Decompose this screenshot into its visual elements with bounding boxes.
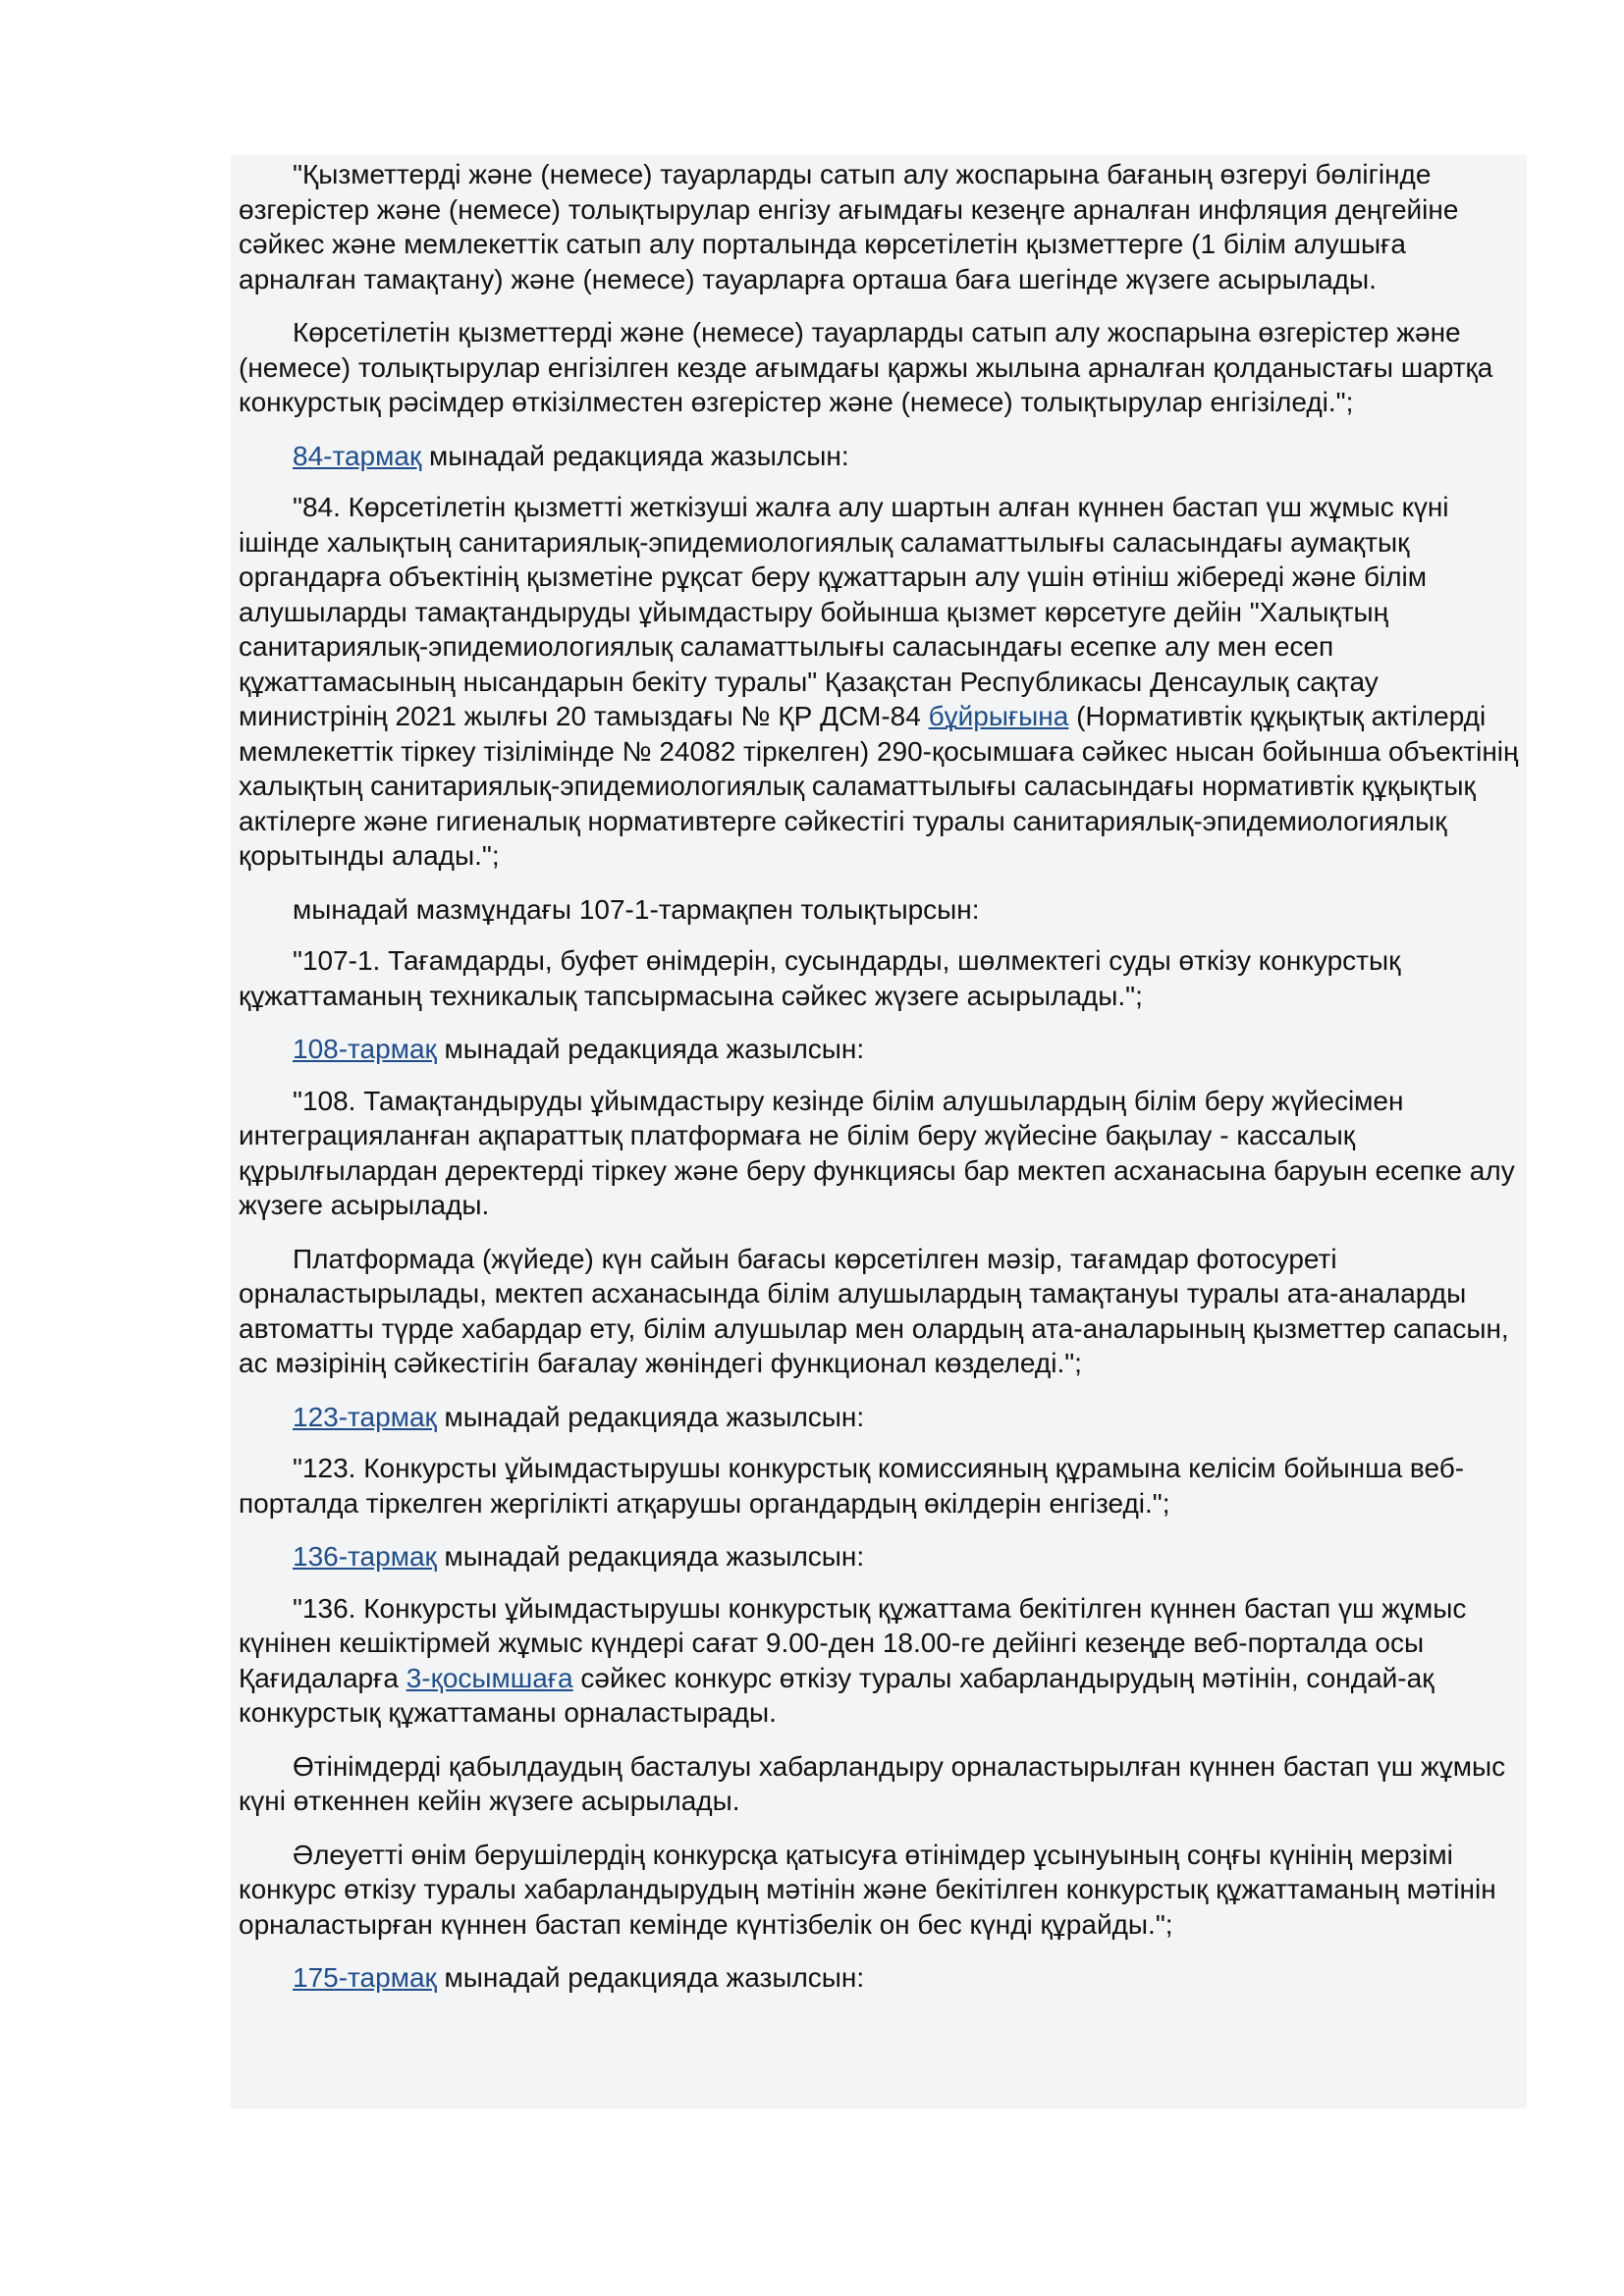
paragraph-clause-84 — [239, 490, 1519, 874]
link-clause-108[interactable]: 108-тармақ — [293, 1034, 437, 1064]
link-appendix-3[interactable]: 3-қосымшаға — [406, 1662, 573, 1693]
paragraph-price-change: "Қызметтерді және (немесе) тауарларды сатып алу жоспарына бағаның өзгеруі бөлігінде өзгерістер және (немесе) толықтырулар енгізу ағымдағы кезеңге арналған инфляция деңгейіне сәйкес және мемлекеттік сатып алу порталында көрсетілетін қызметтерге (1 білім алушыға арналған тамақтану) және (немесе) тауарларға орташа баға шегінде жүзеге асырылады. — [239, 159, 1459, 294]
paragraph-clause-108: "108. Тамақтандыруды ұйымдастыру кезінде білім алушылардың білім беру жүйесімен интеграцияланған ақпараттық платформаға не білім беру жүйесіне бақылау - кассалық құрылғылардан деректерді тіркеу және беру функциясы бар мектеп асханасына баруын есепке алу жүзеге асырылады. — [239, 1085, 1515, 1220]
paragraph-clause-107-1: "107-1. Тағамдарды, буфет өнімдерін, сусындарды, шөлмектегі суды өткізу конкурстық құжаттаманың техникалық тапсырмасына сәйкес жүзеге асырылады."; — [239, 945, 1401, 1011]
paragraph-platform: Платформада (жүйеде) күн сайын бағасы көрсетілген мәзір, тағамдар фотосуреті орналастырылады, мектеп асханасында білім алушылардың тамақтануы туралы ата-аналарды автоматты түрде хабардар ету, білім алушылар мен олардың ата-аналарының қызметтер сапасын, ас мәзірінің сәйкестігін бағалау жөніндегі функционал көзделеді."; — [239, 1243, 1509, 1378]
paragraph-contract-amendments: Көрсетілетін қызметтерді және (немесе) тауарларды сатып алу жоспарына өзгерістер және (немесе) толықтырулар енгізілген кезде ағымдағы қаржы жылына арналған қолданыстағы шартқа конкурстық рәсімдер өткізілместен өзгерістер және (немесе) толықтырулар енгізіледі."; — [239, 317, 1493, 417]
clause-175-intro-text: мынадай редакцияда жазылсын: — [436, 1962, 865, 1993]
paragraph-clause-123-intro — [239, 1400, 1519, 1435]
paragraph-clause-107-1-intro: мынадай мазмұндағы 107-1-тармақпен толықтырсын: — [293, 893, 980, 925]
clause-136-text-after: сәйкес конкурс өткізу туралы хабарландырудың мәтінін, сондай-ақ конкурстық құжаттаманы орналастырады. — [239, 1662, 1435, 1728]
link-order[interactable]: бұйрығына — [928, 701, 1069, 731]
clause-84-text-after: (Нормативтік құқықтық актілерді мемлекеттік тіркеу тізілімінде № 24082 тіркелген) 290-қосымшаға сәйкес нысан бойынша объектінің халықтың санитариялық-эпидемиологиялық саламаттылығы саласындағы нормативтік құқықтық актілерге және гигиеналық нормативтерге сәйкестігі туралы санитариялық-эпидемиологиялық қорытынды алады."; — [239, 701, 1519, 871]
link-clause-136[interactable]: 136-тармақ — [293, 1541, 437, 1572]
clause-136-intro-text: мынадай редакцияда жазылсын: — [436, 1541, 865, 1572]
clause-84-intro-text: мынадай редакцияда жазылсын: — [421, 440, 849, 471]
link-clause-84[interactable]: 84-тармақ — [293, 440, 422, 471]
paragraph-clause-84-intro — [239, 439, 1519, 474]
paragraph-clause-136 — [239, 1591, 1519, 1731]
paragraph-clause-123: "123. Конкурсты ұйымдастырушы конкурстық комиссияның құрамына келісім бойынша веб-порталда тіркелген жергілікті атқарушы органдардың өкілдерін енгізеді."; — [239, 1453, 1465, 1519]
clause-136-text-before: "136. Конкурсты ұйымдастырушы конкурстық құжаттама бекітілген күннен бастап үш жұмыс күнінен кешіктірмей жұмыс күндері сағат 9.00-ден 18.00-ге дейінгі кезеңде веб-порталда осы Қағидаларға — [239, 1592, 1467, 1693]
clause-123-intro-text: мынадай редакцияда жазылсын: — [436, 1401, 865, 1432]
clause-108-intro-text: мынадай редакцияда жазылсын: — [436, 1034, 865, 1064]
link-clause-123[interactable]: 123-тармақ — [293, 1401, 437, 1432]
document-content — [231, 155, 1527, 2109]
clause-84-text-before: "84. Көрсетілетін қызметті жеткізуші жалға алу шартын алған күннен бастап үш жұмыс күні ішінде халықтың санитариялық-эпидемиологиялық саламаттылығы саласындағы аумақтық органдарға объектінің қызметіне рұқсат беру құжаттарын алу үшін өтініш жібереді және білім алушыларды тамақтандыруды ұйымдастыру бойынша қызмет көрсетуге дейін "Халықтың санитариялық-эпидемиологиялық саламаттылығы саласындағы есепке алу мен есеп құжаттамасының нысандарын бекіту туралы" Қазақстан Республикасы Денсаулық сақтау министрінің 2021 жылғы 20 тамыздағы № ҚР ДСМ-84 — [239, 492, 1449, 731]
paragraph-clause-175-intro — [239, 1960, 1519, 1996]
paragraph-applications-start: Өтінімдерді қабылдаудың басталуы хабарландыру орналастырылған күннен бастап үш жұмыс күні өткеннен кейін жүзеге асырылады. — [239, 1750, 1506, 1816]
link-clause-175[interactable]: 175-тармақ — [293, 1962, 437, 1993]
paragraph-clause-136-intro — [239, 1539, 1519, 1575]
paragraph-clause-108-intro — [239, 1032, 1519, 1067]
paragraph-applications-deadline: Әлеуетті өнім берушілердің конкурсқа қатысуға өтінімдер ұсынуының соңғы күнінің мерзімі конкурс өткізу туралы хабарландырудың мәтінін және бекітілген конкурстық құжаттаманың мәтінін орналастырған күннен бастап кемінде күнтізбелік он бес күнді құрайды."; — [239, 1839, 1496, 1940]
